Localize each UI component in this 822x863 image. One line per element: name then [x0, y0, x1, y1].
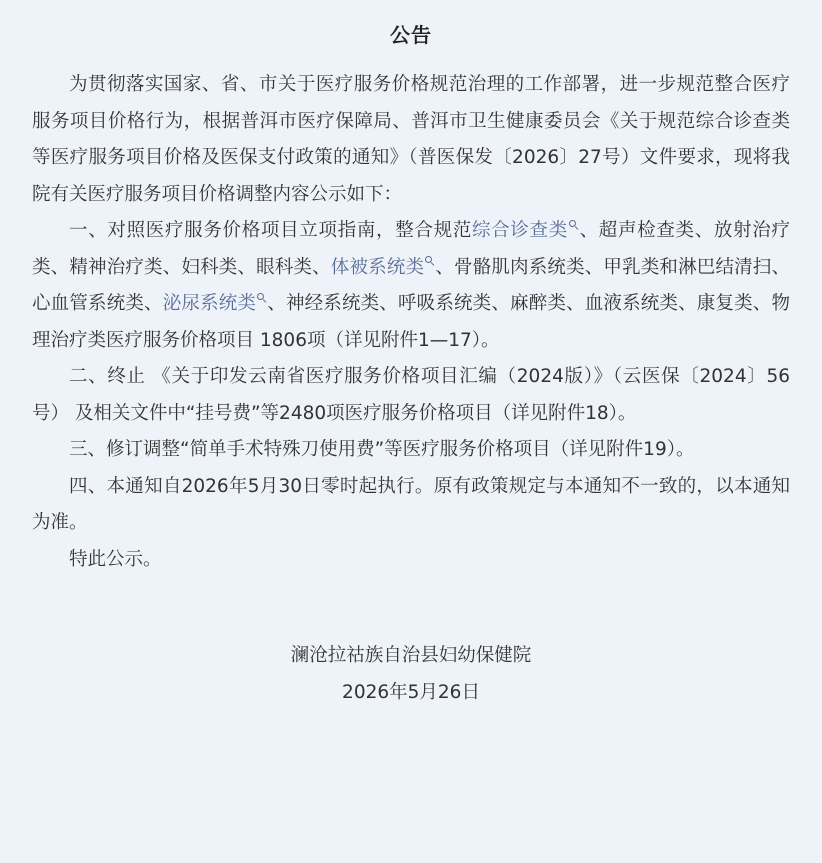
- page-title: 公告: [390, 23, 432, 47]
- signature-date: 2026年5月26日: [342, 681, 480, 703]
- signature-organization: 澜沧拉祜族自治县妇幼保健院: [290, 645, 532, 666]
- item-3-paragraph: 三、修订调整“简单手术特殊刀使用费”等医疗服务价格项目（详见附件19）。: [69, 439, 695, 460]
- link-integumentary-system[interactable]: 体被系统类: [330, 256, 425, 278]
- search-icon[interactable]: [257, 293, 266, 302]
- intro-paragraph: 为贯彻落实国家、省、市关于医疗服务价格规范治理的工作部署，进一步规范整合医疗服务项目价格行为，根据普洱市医疗保障局、普洱市卫生健康委员会《关于规范综合诊查类等医疗服务项目价格及医保支付政策的通知》（普医保发〔2026〕27号）文件要求，现将我院有关医疗服务项目价格调整内容公示如下：: [32, 74, 790, 205]
- item-4-paragraph: 四、本通知自2026年5月30日零时起执行。原有政策规定与本通知不一致的，以本通知为准。: [32, 475, 790, 533]
- search-icon[interactable]: [425, 256, 434, 265]
- item-1-paragraph: [32, 213, 790, 359]
- search-icon[interactable]: [569, 220, 578, 229]
- item-2-paragraph: 二、终止 《关于印发云南省医疗服务价格项目汇编（2024版）》（云医保〔2024〕56号） 及相关文件中“挂号费”等2480项医疗服务价格项目（详见附件18）。: [32, 366, 790, 424]
- item-1-text-part3: 、骨骼肌肉系统类、甲乳类和淋巴结清扫、心血管系统类、: [32, 256, 790, 314]
- item-1-text-part1: 一、对照医疗服务价格项目立项指南，整合规范: [69, 220, 472, 241]
- closing-paragraph: 特此公示。: [69, 548, 162, 570]
- item-1-text-part2: 、超声检查类、放射治疗类、精神治疗类、妇科类、眼科类、: [32, 220, 790, 278]
- link-urinary-system[interactable]: 泌尿系统类: [162, 293, 257, 314]
- signature-block: [32, 638, 790, 711]
- link-comprehensive-exam[interactable]: 综合诊查类: [471, 220, 568, 241]
- item-1-text-part4: 、神经系统类、呼吸系统类、麻醉类、血液系统类、康复类、物理治疗类医疗服务价格项目 1806项（详见附件1—17）。: [32, 293, 790, 351]
